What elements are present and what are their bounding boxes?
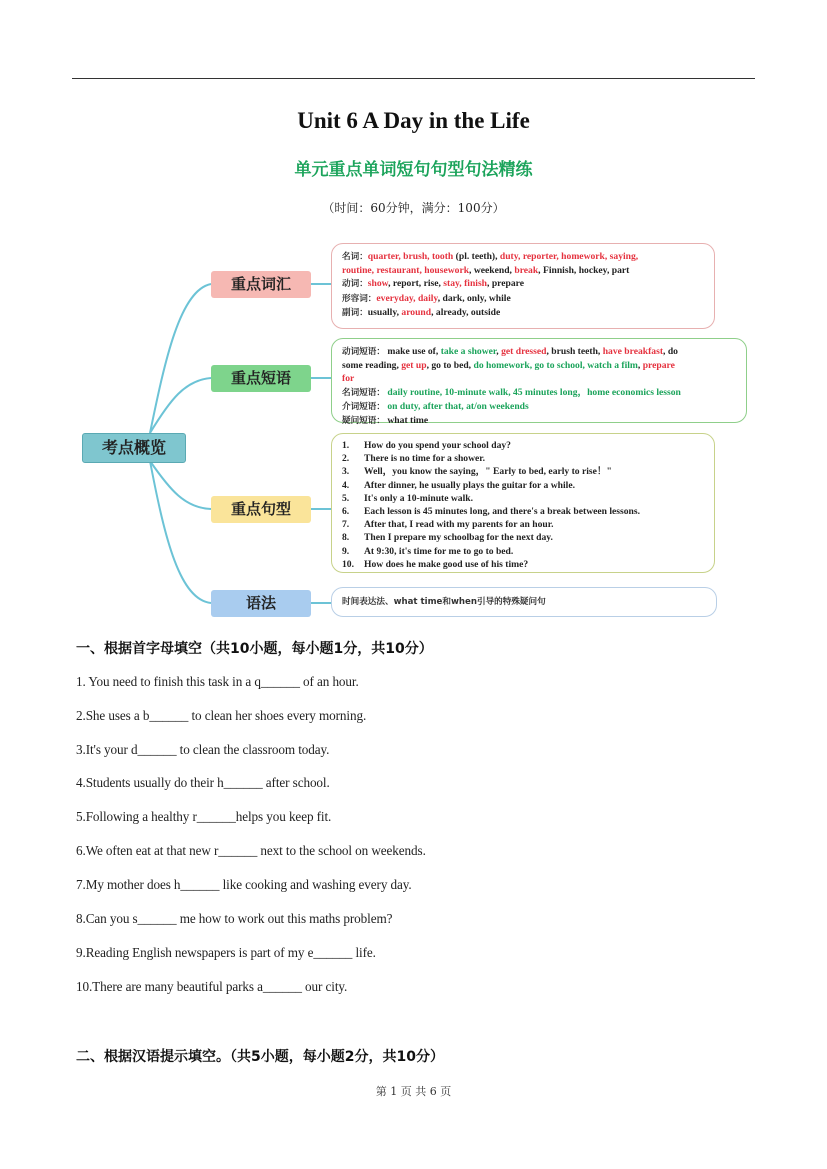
sentence-text: Each lesson is 45 minutes long, and there's a break between lessons. — [364, 506, 641, 518]
text-run: prepare — [642, 360, 675, 372]
sentence-number: 10. — [342, 558, 354, 570]
sentence-number: 6. — [342, 506, 350, 518]
text-run: get up — [401, 360, 427, 372]
vocab-box — [331, 243, 715, 329]
text-run: everyday, daily — [376, 292, 438, 304]
text-run: what time — [384, 415, 429, 427]
branch-vocab: 重点词汇 — [211, 271, 311, 298]
text-run: , brush teeth, — [546, 346, 603, 357]
verb-phrase-line-3 — [342, 372, 736, 385]
sentence-text: How does he make good use of his time? — [364, 558, 529, 570]
time-score-info: （时间：60分钟，满分：100分） — [322, 201, 505, 215]
sentence-item — [342, 452, 704, 465]
text-run: do homework, go to school, watch a film — [473, 360, 638, 372]
sentence-item — [342, 505, 704, 518]
question-item: 10.There are many beautiful parks a______ our city. — [76, 979, 348, 994]
sentence-number: 5. — [342, 492, 350, 504]
question-item: 8.Can you s______ me how to work out this maths problem? — [76, 911, 393, 926]
sentence-item — [342, 492, 704, 505]
verb-phrases-1 — [385, 346, 678, 357]
sentence-item — [342, 531, 704, 544]
q-phrase-label: 疑问短语： — [342, 416, 385, 427]
branch-grammar: 语法 — [211, 590, 311, 617]
question-item: 9.Reading English newspapers is part of my e______ life. — [76, 945, 376, 960]
question-item: 5.Following a healthy r______helps you keep fit. — [76, 809, 332, 824]
connector-root-grammar — [150, 461, 211, 603]
sentence-item — [342, 479, 704, 492]
sentence-text: How do you spend your school day? — [364, 440, 511, 451]
q-phrase-line — [342, 414, 736, 428]
grammar-box — [331, 587, 717, 617]
verb-phrase-label: 动词短语： — [342, 347, 385, 357]
text-run: , — [637, 360, 643, 372]
verb-phrases-3 — [342, 373, 354, 384]
adv-words — [368, 307, 500, 318]
noun-phrase-line — [342, 386, 736, 400]
mindmap-root: 考点概览 — [82, 433, 186, 463]
adv-line — [342, 306, 704, 320]
branch-phrases: 重点短语 — [211, 365, 311, 392]
text-run: show — [367, 278, 389, 290]
noun-phrases — [385, 387, 681, 398]
text-run: break — [514, 265, 539, 277]
sentence-text: At 9:30, it's time for me to go to bed. — [364, 545, 514, 557]
text-run: for — [342, 373, 355, 385]
connector-root-vocab — [150, 284, 211, 433]
text-run: routine, restaurant, housework — [342, 265, 470, 277]
text-run: around — [401, 306, 432, 318]
question-item: 1. You need to finish this task in a q______ of an hour. — [76, 674, 359, 689]
grammar-text: 时间表达法、what time和when引导的特殊疑问句 — [342, 597, 546, 607]
verb-phrase-line-1 — [342, 345, 736, 359]
page-subtitle: 单元重点单词短句句型句法精练 — [294, 160, 533, 180]
prep-phrase-line — [342, 400, 736, 414]
section2-heading: 二、根据汉语提示填空。（共5小题，每小题2分，共10分） — [76, 1049, 444, 1065]
text-run: , do — [663, 346, 678, 357]
text-run: some reading, — [342, 360, 402, 372]
text-run: , — [496, 346, 502, 357]
question-item: 6.We often eat at that new r______ next to the school on weekends. — [76, 843, 426, 858]
question-item: 3.It's your d______ to clean the classroom today. — [76, 742, 330, 757]
sentence-text: Well，you know the saying，" Early to bed, early to rise！" — [364, 466, 612, 478]
noun-line-2 — [342, 264, 704, 277]
text-run: have breakfast — [602, 346, 664, 357]
text-run: usually, — [367, 306, 402, 318]
verb-line — [342, 277, 704, 291]
text-run: (pl. teeth), — [453, 251, 500, 262]
sentence-text: Then I prepare my schoolbag for the next day. — [364, 532, 553, 544]
verb-words — [368, 278, 524, 289]
adj-label: 形容词： — [342, 293, 377, 304]
text-run: get dressed — [501, 346, 547, 357]
verb-label: 动词： — [342, 279, 368, 290]
text-run: , go to bed, — [426, 360, 474, 372]
text-run: , weekend, — [469, 265, 515, 277]
noun-words-2 — [342, 265, 629, 276]
phrase-box — [331, 338, 747, 427]
noun-words-1 — [368, 251, 638, 262]
text-run: take a shower — [440, 346, 497, 357]
prep-phrase-label: 介词短语： — [342, 401, 385, 412]
question-item: 7.My mother does h______ like cooking and washing every day. — [76, 877, 412, 892]
text-run: daily routine, 10-minute walk, 45 minutes long，home economics lesson — [384, 386, 681, 398]
text-run: make use of, — [384, 346, 441, 357]
sentence-number: 9. — [342, 545, 350, 557]
sentence-number: 7. — [342, 519, 350, 531]
sentence-number: 3. — [342, 466, 350, 478]
section1-heading: 一、根据首字母填空（共10小题，每小题1分，共10分） — [76, 641, 433, 657]
sentence-item — [342, 439, 704, 452]
sentence-box — [331, 433, 715, 573]
adj-line — [342, 292, 704, 306]
page-footer: 第 1 页 共 6 页 — [375, 1085, 452, 1098]
sentence-text: After that, I read with my parents for an hour. — [364, 519, 554, 531]
noun-label: 名词： — [342, 252, 368, 262]
sentence-item — [342, 558, 704, 571]
noun-phrase-label: 名词短语： — [342, 387, 385, 398]
sentence-text: It's only a 10-minute walk. — [364, 492, 474, 504]
page-title: Unit 6 A Day in the Life — [297, 108, 530, 133]
adv-label: 副词： — [342, 307, 368, 318]
text-run: on duty, after that, at/on weekends — [384, 400, 529, 412]
sentence-item — [342, 465, 704, 478]
sentence-text: There is no time for a shower. — [364, 453, 486, 465]
text-run: , report, rise, — [388, 278, 444, 290]
sentence-item — [342, 545, 704, 558]
prep-phrases — [385, 401, 529, 412]
sentence-number: 1. — [342, 440, 350, 451]
text-run: , Finnish, hockey, part — [538, 265, 630, 277]
text-run: , prepare — [487, 278, 524, 290]
noun-line-1 — [342, 250, 704, 264]
text-run: stay, finish — [443, 278, 488, 290]
q-phrases — [385, 415, 428, 426]
sentence-number: 2. — [342, 453, 350, 465]
verb-phrases-2 — [342, 360, 675, 371]
question-item: 2.She uses a b______ to clean her shoes every morning. — [76, 708, 367, 723]
text-run: , already, outside — [431, 306, 501, 318]
sentence-number: 8. — [342, 532, 350, 544]
verb-phrase-line-2 — [342, 359, 736, 372]
sentence-number: 4. — [342, 479, 350, 491]
question-item: 4.Students usually do their h______ after school. — [76, 775, 330, 790]
sentence-text: After dinner, he usually plays the guitar for a while. — [364, 479, 575, 491]
text-run: duty, reporter, homework, saying, — [499, 251, 639, 262]
text-run: , dark, only, while — [437, 292, 511, 304]
branch-sentences: 重点句型 — [211, 496, 311, 523]
adj-words — [376, 293, 510, 304]
text-run: quarter, brush, tooth — [367, 251, 454, 262]
sentence-item — [342, 518, 704, 531]
